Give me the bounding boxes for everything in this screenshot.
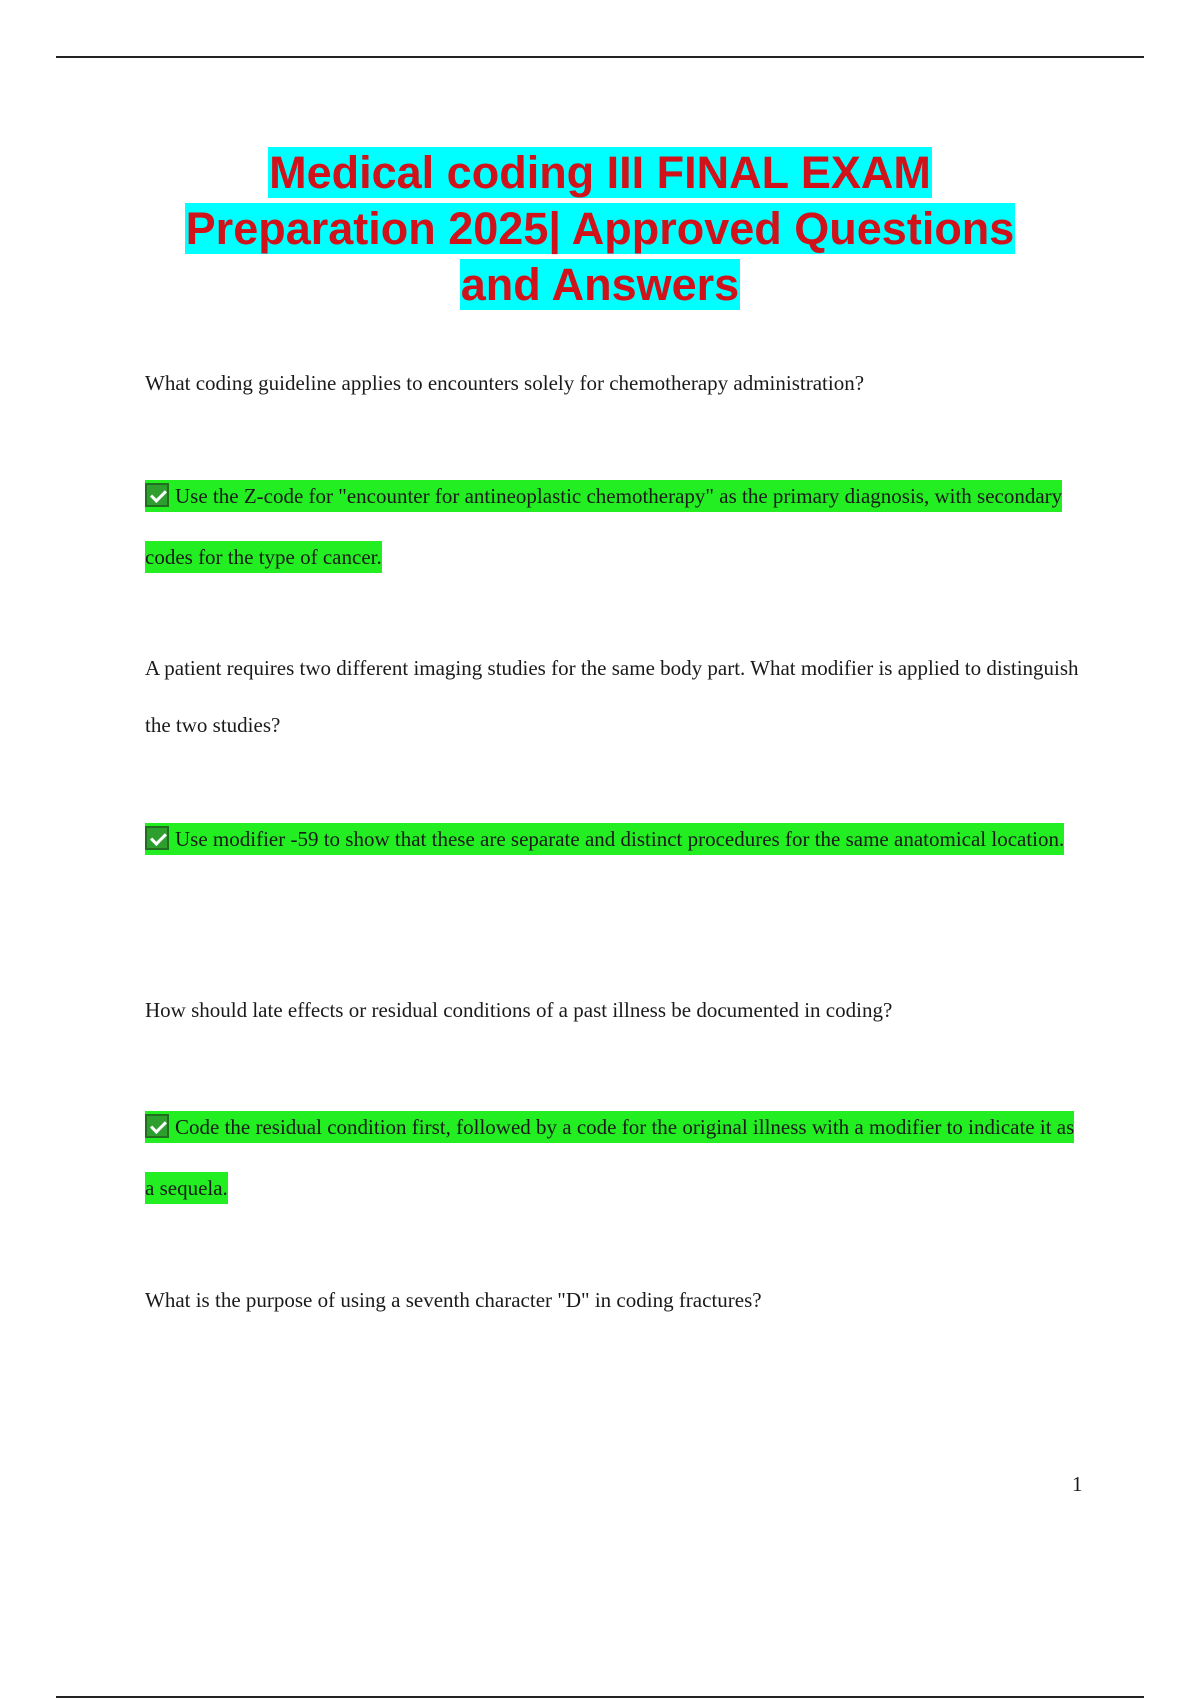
- question-text: What is the purpose of using a seventh character "D" in coding fractures?: [145, 1288, 762, 1312]
- answer-text: [145, 809, 1085, 870]
- qa-item-4: [145, 1272, 1085, 1329]
- qa-item-3: [145, 982, 1085, 1039]
- answer-text-content: Use the Z-code for "encounter for antineoplastic chemotherapy" as the primary diagnosis, with secondary codes for the type of cancer.: [145, 484, 1063, 569]
- question-text: What coding guideline applies to encounters solely for chemotherapy administration?: [145, 371, 865, 395]
- title-line-3: and Answers: [460, 259, 740, 310]
- answer-block-3: [145, 1097, 1085, 1219]
- top-rule: [56, 56, 1144, 58]
- answer-text-content: Code the residual condition first, followed by a code for the original illness with a modifier to indicate it as a sequela.: [145, 1115, 1075, 1200]
- bottom-rule: [56, 1696, 1144, 1698]
- answer-text: [145, 1097, 1085, 1219]
- check-mark-icon: [145, 826, 169, 850]
- title-line-1: Medical coding III FINAL EXAM: [269, 147, 931, 198]
- title-line-2: Preparation 2025| Approved Questions: [185, 203, 1015, 254]
- check-mark-icon: [145, 483, 169, 507]
- answer-text-content: Use modifier -59 to show that these are separate and distinct procedures for the same anatomical location.: [175, 827, 1065, 851]
- qa-item-1: [145, 355, 1085, 412]
- qa-item-2: [145, 640, 1085, 754]
- check-mark-icon: [145, 1114, 169, 1138]
- question-text: A patient requires two different imaging studies for the same body part. What modifier is applied to distinguish the two studies?: [145, 656, 1079, 737]
- answer-block-1: [145, 466, 1085, 588]
- document-title: [100, 145, 1100, 313]
- answer-block-2: [145, 809, 1085, 870]
- question-text: How should late effects or residual conditions of a past illness be documented in coding?: [145, 998, 893, 1022]
- answer-text: [145, 466, 1085, 588]
- page-number: 1: [1072, 1472, 1083, 1496]
